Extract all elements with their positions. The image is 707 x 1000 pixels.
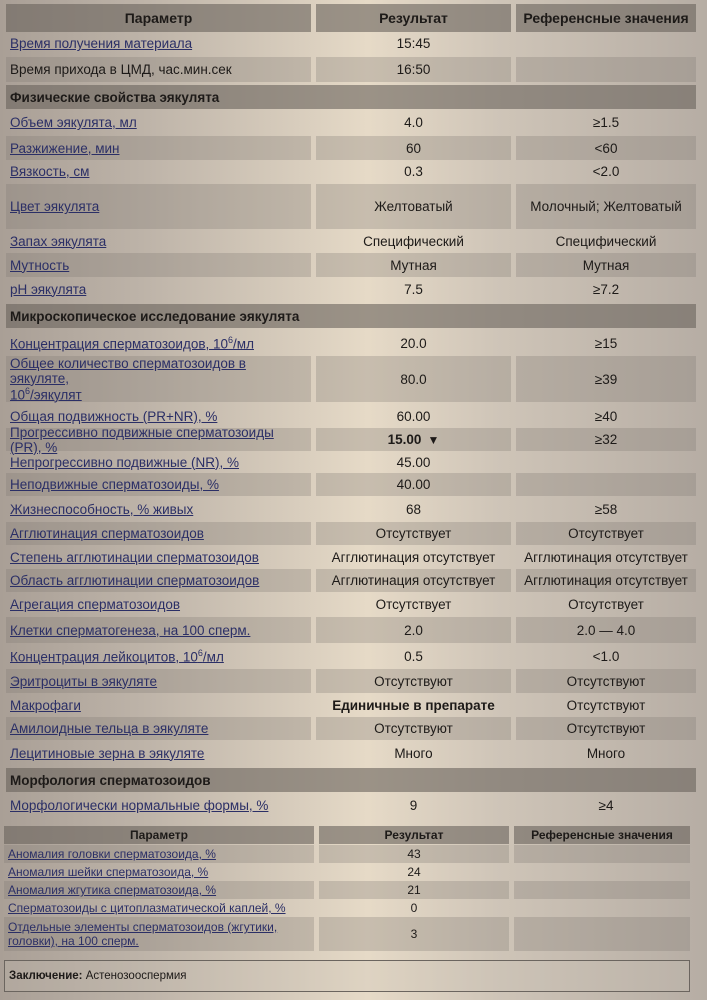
ref-value: Мутная	[516, 253, 696, 277]
result-value: 7.5	[404, 281, 423, 297]
param-link[interactable]: Амилоидные тельца в эякуляте	[10, 721, 209, 736]
ref-value: Агглютинация отсутствует	[524, 549, 688, 565]
param-link[interactable]: Отдельные элементы сперматозоидов (жгутики,	[8, 920, 278, 934]
table-row	[6, 693, 696, 717]
param-label: Время прихода в ЦМД, час.мин.сек	[10, 62, 232, 77]
result-value: 60	[316, 136, 511, 160]
result-value: Отсутствует	[316, 522, 511, 545]
param-link[interactable]: Вязкость, см	[10, 163, 90, 179]
table-row	[6, 57, 696, 82]
ref-value	[514, 881, 690, 899]
ref-value: ≥58	[594, 501, 618, 517]
table-row	[6, 330, 696, 356]
section-header-morphology: Морфология сперматозоидов	[6, 768, 696, 792]
table-header	[4, 826, 690, 844]
result-value: 40.00	[316, 473, 511, 496]
result-value: 80.0	[316, 356, 511, 402]
section-header-physical: Физические свойства эякулята	[6, 85, 696, 109]
table-row	[6, 643, 696, 669]
result-value: Специфический	[363, 233, 464, 249]
result-value-flagged: 15.00 ▼	[316, 428, 511, 451]
param-link[interactable]: Объем эякулята, мл	[10, 115, 137, 130]
param-link[interactable]: Концентрация сперматозоидов, $10^6/мл$	[10, 334, 254, 352]
result-value: 15:45	[396, 36, 431, 51]
table-row	[4, 899, 690, 917]
ref-value: Отсутствуют	[516, 669, 696, 693]
ref-value: Агглютинация отсутствует	[516, 569, 696, 592]
table-row	[6, 136, 696, 160]
result-value: 45.00	[396, 454, 431, 470]
table-row	[4, 917, 690, 951]
table-row	[6, 617, 696, 643]
ref-value: 2.0 — 4.0	[516, 617, 696, 643]
ref-value: ≥32	[516, 428, 696, 451]
result-value: 20.0	[400, 335, 427, 351]
ref-value: ≥40	[594, 408, 618, 424]
result-value: Отсутствуют	[316, 669, 511, 693]
param-link[interactable]: Время получения материала	[10, 36, 193, 51]
param-link[interactable]: Аномалия головки сперматозоида, %	[8, 847, 216, 861]
ref-value: ≥39	[516, 356, 696, 402]
param-link[interactable]: головки), на 100 сперм.	[8, 934, 139, 948]
table-row	[6, 160, 696, 182]
param-link[interactable]: Общая подвижность (PR+NR), %	[10, 408, 218, 424]
table-row	[6, 253, 696, 277]
result-value: 60.00	[396, 408, 431, 424]
header-ref: Референсные значения	[514, 826, 690, 844]
table-row	[6, 473, 696, 496]
table-row	[6, 32, 696, 55]
ref-value	[516, 32, 696, 55]
table-row	[6, 451, 696, 473]
param-link[interactable]: Разжижение, мин	[10, 140, 120, 156]
param-link[interactable]: Лецитиновые зерна в эякуляте	[10, 745, 205, 761]
ref-value: Отсутствуют	[516, 717, 696, 740]
ref-value: Специфический	[555, 233, 657, 249]
conclusion-label: Заключение:	[9, 970, 83, 982]
param-link[interactable]: $10^6$/эякулят	[10, 385, 82, 403]
table-row	[6, 229, 696, 253]
param-link[interactable]: Морфологически нормальные формы, %	[10, 797, 269, 813]
param-link[interactable]: Непрогрессивно подвижные (NR), %	[10, 454, 240, 470]
ref-value	[514, 863, 690, 881]
result-value: 16:50	[316, 57, 511, 82]
table-row	[6, 111, 696, 134]
param-link[interactable]: Неподвижные сперматозоиды, %	[10, 477, 219, 492]
header-result: Результат	[319, 826, 509, 844]
param-link[interactable]: Макрофаги	[10, 697, 81, 713]
ref-value: Много	[586, 745, 626, 761]
param-link[interactable]: Аномалия жгутика сперматозоида, %	[8, 883, 217, 897]
result-value: 43	[319, 845, 509, 863]
section-header-microscopic: Микроскопическое исследование эякулята	[6, 304, 696, 328]
ref-value: <60	[516, 136, 696, 160]
header-ref: Референсные значения	[516, 4, 696, 32]
result-value: 4.0	[404, 115, 423, 130]
param-link[interactable]: Запах эякулята	[10, 233, 107, 249]
result-value: 24	[407, 865, 421, 879]
ref-value	[516, 57, 696, 82]
result-value: Мутная	[316, 253, 511, 277]
result-value: 0.5	[404, 648, 423, 664]
param-link[interactable]: Агглютинация сперматозоидов	[10, 526, 204, 541]
conclusion-value: Астенозооспермия	[85, 970, 187, 982]
result-value: Отсутствует	[375, 597, 452, 612]
ref-value: <1.0	[592, 648, 620, 664]
ref-value: ≥15	[594, 335, 618, 351]
result-value: 0	[410, 901, 418, 915]
table-row	[6, 522, 696, 545]
table-row	[4, 845, 690, 863]
header-param: Параметр	[4, 826, 314, 844]
ref-value	[514, 899, 690, 917]
table-header	[6, 4, 696, 32]
low-flag-icon: ▼	[427, 432, 440, 447]
result-value: 68	[405, 501, 422, 517]
result-value: Желтоватый	[316, 184, 511, 229]
table-row	[6, 569, 696, 592]
result-value: 9	[409, 797, 418, 813]
result-value: Отсутствуют	[316, 717, 511, 740]
result-value: 3	[319, 917, 509, 951]
table-row	[6, 740, 696, 766]
param-link[interactable]: Общее количество сперматозоидов в эякуляте,	[10, 355, 246, 386]
table-row	[4, 863, 690, 881]
result-value: 2.0	[316, 617, 511, 643]
result-value: Много	[394, 745, 433, 761]
ref-value	[514, 917, 690, 951]
param-link[interactable]: pH эякулята	[10, 281, 87, 297]
param-link[interactable]: Цвет эякулята	[10, 199, 100, 214]
result-value: 0.3	[404, 163, 423, 179]
table-row	[6, 356, 696, 402]
ref-value: Отсутствуют	[566, 697, 646, 713]
result-value: Агглютинация отсутствует	[316, 569, 511, 592]
ref-value: ≥1.5	[592, 115, 620, 130]
ref-value	[514, 845, 690, 863]
ref-value	[516, 473, 696, 496]
ref-value: Отсутствует	[568, 597, 644, 612]
conclusion-box	[4, 960, 690, 992]
morphology-detail-table	[4, 826, 690, 951]
table-row	[6, 669, 696, 693]
table-row	[6, 277, 696, 301]
header-param: Параметр	[6, 4, 311, 32]
main-results-table	[6, 0, 696, 818]
param-link[interactable]: Сперматозоиды с цитоплазматической каплей, %	[8, 901, 286, 915]
table-row	[6, 792, 696, 818]
ref-value: Отсутствует	[516, 522, 696, 545]
table-row	[6, 592, 696, 617]
result-value: 21	[319, 881, 509, 899]
ref-value: ≥4	[598, 797, 614, 813]
param-link[interactable]: Эритроциты в эякуляте	[10, 673, 158, 689]
param-link[interactable]: Концентрация лейкоцитов, $10^6/мл$	[10, 647, 224, 665]
result-value: Единичные в препарате	[332, 697, 495, 713]
param-link[interactable]: Клетки сперматогенеза, на 100 сперм.	[10, 622, 251, 638]
param-link[interactable]: Агрегация сперматозоидов	[10, 597, 181, 612]
param-link[interactable]: Аномалия шейки сперматозоида, %	[8, 865, 209, 879]
param-link[interactable]: Область агглютинации сперматозоидов	[10, 573, 260, 588]
result-value: Агглютинация отсутствует	[331, 549, 496, 565]
param-link[interactable]: Жизнеспособность, % живых	[10, 501, 194, 517]
table-row	[4, 881, 690, 899]
table-row	[6, 184, 696, 229]
param-link[interactable]: Прогрессивно подвижные сперматозоиды (PR), %	[10, 424, 274, 455]
table-row	[6, 717, 696, 740]
param-link[interactable]: Мутность	[10, 257, 70, 273]
table-row	[6, 545, 696, 569]
param-link[interactable]: Степень агглютинации сперматозоидов	[10, 549, 259, 565]
ref-value: <2.0	[592, 163, 620, 179]
ref-value: Молочный; Желтоватый	[516, 184, 696, 229]
header-result: Результат	[316, 4, 511, 32]
table-row	[6, 424, 696, 455]
ref-value	[516, 451, 696, 473]
table-row	[6, 496, 696, 522]
ref-value: ≥7.2	[592, 281, 620, 297]
